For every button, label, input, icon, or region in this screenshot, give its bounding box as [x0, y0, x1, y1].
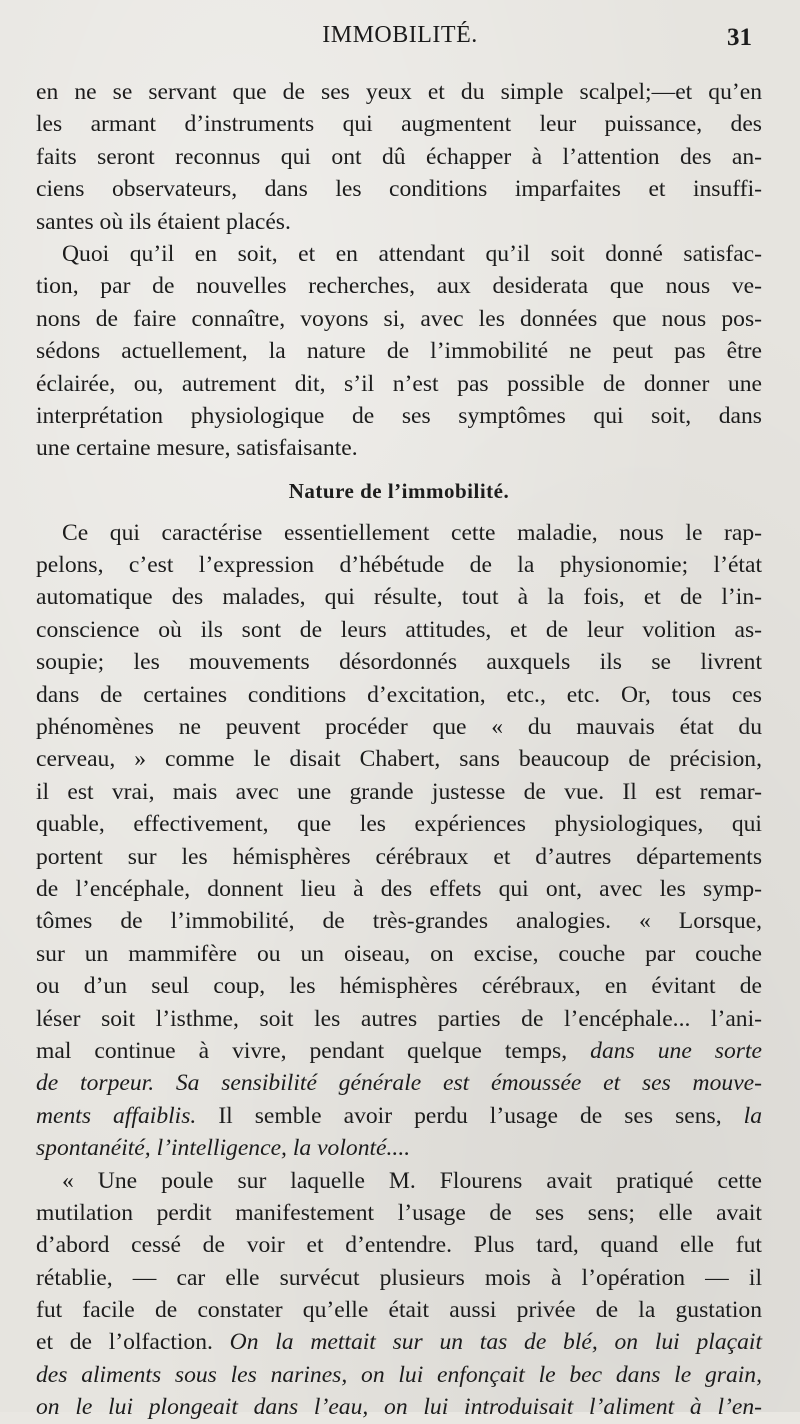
text-line: ou d’un seul coup, les hémisphères cérébraux, en évitant de: [36, 973, 762, 1000]
running-head: [0, 22, 800, 56]
text-line: Quoi qu’il en soit, et en attendant qu’il soit donné satisfac-: [62, 240, 762, 267]
text-line: portent sur les hémisphères cérébraux et d’autres départements: [36, 843, 762, 870]
italic-segment: la: [743, 1102, 762, 1129]
text-line: interprétation physiologique de ses symptômes qui soit, dans: [36, 402, 762, 429]
text-line: soupie; les mouvements désordonnés auxquels ils se livrent: [36, 649, 762, 676]
text-line: nons de faire connaître, voyons si, avec les données que nous pos-: [36, 305, 762, 332]
text-segment: Il semble avoir perdu l’usage de ses sens,: [218, 1102, 722, 1129]
text-line: [36, 1326, 762, 1358]
text-line: les armant d’instruments qui augmentent leur puissance, des: [36, 111, 762, 138]
text-segment: mal continue à vivre, pendant quelque temps,: [36, 1037, 568, 1064]
text-line: [36, 1035, 762, 1067]
text-line: dans de certaines conditions d’excitation, etc., etc. Or, tous ces: [36, 681, 762, 708]
text-line: en ne se servant que de ses yeux et du simple scalpel;—et qu’en: [36, 79, 762, 105]
text-line: une certaine mesure, satisfaisante.: [36, 435, 358, 462]
italic-segment: On la mettait sur un tas de blé, on lui plaçait: [229, 1329, 762, 1356]
text-line: il est vrai, mais avec une grande justesse de vue. Il est remar-: [36, 778, 762, 805]
text-line: fut facile de constater qu’elle était aussi privée de la gustation: [36, 1297, 762, 1324]
page-number: 31: [727, 24, 752, 51]
text-line: phénomènes ne peuvent procéder que « du mauvais état du: [36, 714, 762, 741]
italic-segment: ments affaiblis.: [36, 1102, 197, 1129]
text-line: pelons, c’est l’expression d’hébétude de la physionomie; l’état: [36, 552, 762, 579]
text-line: Ce qui caractérise essentiellement cette maladie, nous le rap-: [62, 519, 762, 546]
text-line: conscience où ils sont de leurs attitudes, et de leur volition as-: [36, 616, 762, 643]
text-line: ciens observateurs, dans les conditions imparfaites et insuffi-: [36, 176, 762, 203]
text-line: [36, 1100, 762, 1132]
text-line: sur un mammifère ou un oiseau, on excise, couche par couche: [36, 940, 762, 967]
body-text: [36, 76, 762, 1424]
text-line: léser soit l’isthme, soit les autres parties de l’encéphale... l’ani-: [36, 1005, 762, 1032]
section-heading: Nature de l’immobilité.: [288, 478, 510, 503]
text-line: santes où ils étaient placés.: [36, 208, 291, 235]
text-line: tion, par de nouvelles recherches, aux desiderata que nous ve-: [36, 273, 762, 300]
text-line: éclairée, ou, autrement dit, s’il n’est pas possible de donner une: [36, 370, 762, 397]
text-line: de l’encéphale, donnent lieu à des effets qui ont, avec les symp-: [36, 875, 762, 902]
text-line: cerveau, » comme le disait Chabert, sans beaucoup de précision,: [36, 746, 762, 773]
text-line: quable, effectivement, que les expériences physiologiques, qui: [36, 811, 762, 838]
text-segment: et de l’olfaction.: [36, 1329, 213, 1356]
text-line: on le lui plongeait dans l’eau, on lui introduisait l’aliment à l’en-: [36, 1394, 762, 1421]
text-line: automatique des malades, qui résulte, tout à la fois, et de l’in-: [36, 584, 762, 611]
text-line: rétablie, — car elle survécut plusieurs mois à l’opération — il: [36, 1264, 762, 1291]
text-line: sédons actuellement, la nature de l’immobilité ne peut pas être: [36, 338, 762, 365]
text-line: des aliments sous les narines, on lui enfonçait le bec dans le grain,: [36, 1361, 762, 1388]
text-line: de torpeur. Sa sensibilité générale est émoussée et ses mouve-: [36, 1070, 762, 1097]
italic-segment: dans une sorte: [590, 1037, 762, 1064]
running-title: IMMOBILITÉ.: [322, 22, 478, 48]
text-line: tômes de l’immobilité, de très-grandes analogies. « Lorsque,: [36, 908, 762, 935]
text-line: d’abord cessé de voir et d’entendre. Plus tard, quand elle fut: [36, 1232, 762, 1259]
text-line: faits seront reconnus qui ont dû échapper à l’attention des an-: [36, 143, 762, 170]
text-line: spontanéité, l’intelligence, la volonté....: [36, 1135, 411, 1162]
text-line: mutilation perdit manifestement l’usage de ses sens; elle avait: [36, 1199, 762, 1226]
text-line: « Une poule sur laquelle M. Flourens avait pratiqué cette: [62, 1167, 762, 1194]
